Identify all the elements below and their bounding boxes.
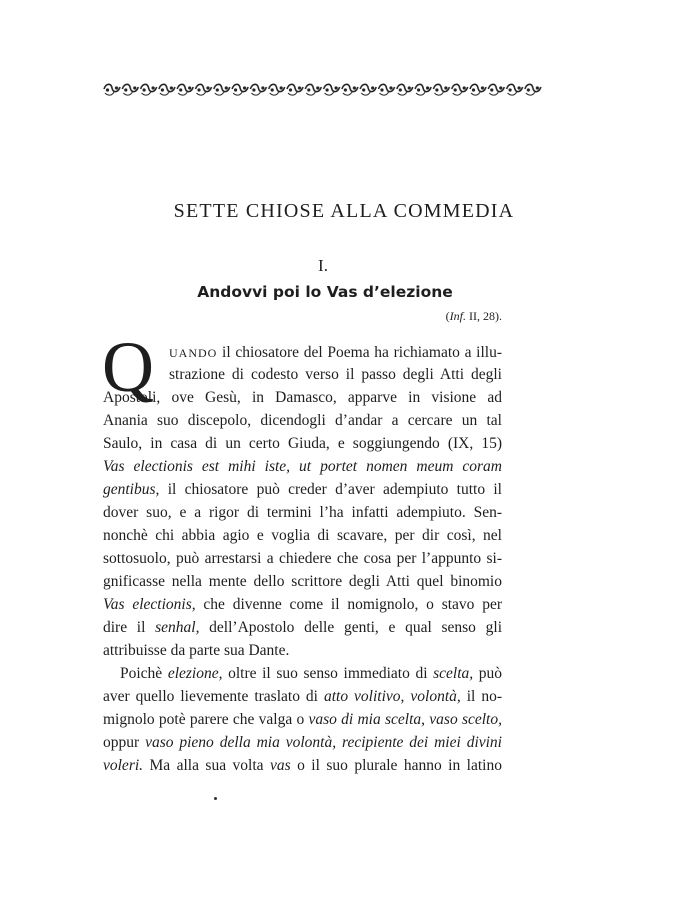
text-line-9: nonchè chi abbia agio e voglia di scavare, per dir così, nel <box>103 527 502 544</box>
section-title: Andovvi poi lo Vas d’elezione <box>197 283 453 301</box>
text-line-1: UANDO il chiosatore del Poema ha richiamato a illu- <box>169 344 502 361</box>
decorative-border <box>103 80 542 98</box>
drop-cap: Q <box>102 327 154 407</box>
ink-speck <box>214 797 217 800</box>
text-line-7: gentibus, il chiosatore può creder d’aver adempiuto tutto il <box>103 481 502 498</box>
text-line-18: oppur vaso pieno della mia volontà, recipiente dei miei divini <box>103 734 502 751</box>
verse-reference: (Inf. II, 28). <box>445 309 502 323</box>
text-line-8: dover suo, e a rigor di termini l’ha infatti adempiuto. Sen- <box>103 504 502 521</box>
article-title: SETTE CHIOSE ALLA COMMEDIA <box>173 200 515 222</box>
text-line-11: gnificasse nella mente dello scrittore degli Atti quel binomio <box>103 573 502 590</box>
text-line-10: sottosuolo, può arrestarsi a chiedere che cosa per l’appunto si- <box>103 550 502 567</box>
text-line-19: voleri. Ma alla sua volta vas o il suo plurale hanno in latino <box>103 757 502 774</box>
text-line-13: dire il senhal, dell’Apostolo delle genti, e qual senso gli <box>103 619 502 636</box>
text-line-12: Vas electionis, che divenne come il nomignolo, o stavo per <box>103 596 502 613</box>
text-line-3: Apostoli, ove Gesù, in Damasco, apparve in visione ad <box>103 389 502 406</box>
text-line-4: Anania suo discepolo, dicendogli d’andar a cercare un tal <box>103 412 502 429</box>
section-number: I. <box>318 256 328 275</box>
text-line-15: Poichè elezione, oltre il suo senso immediato di scelta, può <box>120 665 503 682</box>
reference-work: Inf. <box>449 309 466 323</box>
text-line-17: mignolo potè parere che valga o vaso di mia scelta, vaso scelto, <box>103 711 502 728</box>
reference-location: II, 28). <box>466 309 502 323</box>
text-line-6: Vas electionis est mihi iste, ut portet nomen meum coram <box>103 458 502 475</box>
text-line-2: strazione di codesto verso il passo degli Atti degli <box>169 366 502 383</box>
text-line-5: Saulo, in casa di un certo Giuda, e soggiungendo (IX, 15) <box>103 435 502 452</box>
text-line-16: aver quello lievemente traslato di atto volitivo, volontà, il no- <box>103 688 502 705</box>
text-line-14: attribuisse da parte sua Dante. <box>103 642 290 659</box>
